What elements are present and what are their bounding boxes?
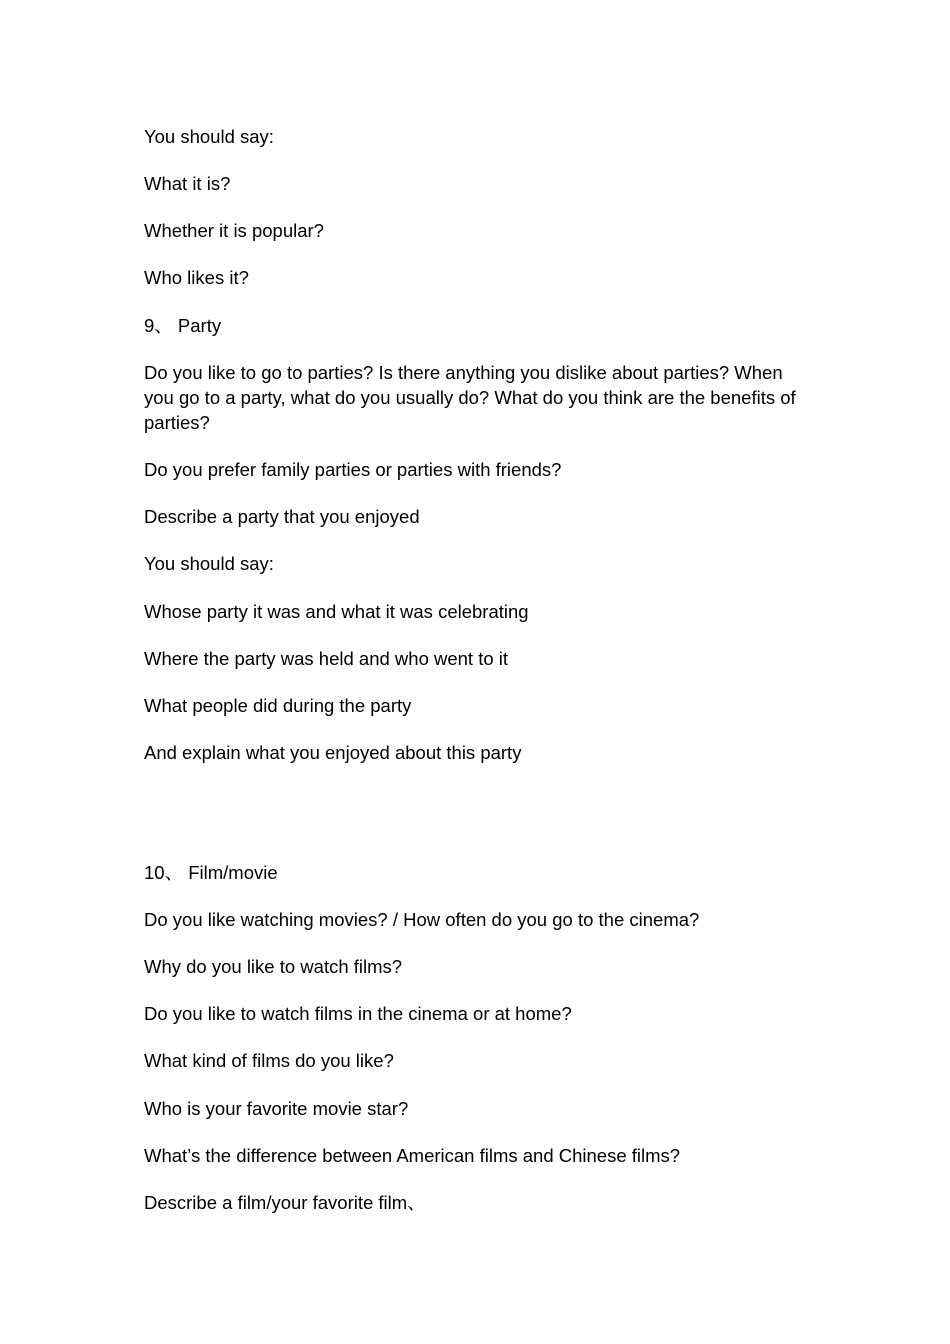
section-heading-film-movie: 10、 Film/movie xyxy=(144,862,278,883)
paragraph-describe-party: Describe a party that you enjoyed xyxy=(144,506,420,527)
paragraph-favorite-star: Who is your favorite movie star? xyxy=(144,1098,409,1119)
paragraph-kind-of-films: What kind of films do you like? xyxy=(144,1050,394,1071)
paragraph-why-watch-films: Why do you like to watch films? xyxy=(144,956,403,977)
paragraph-watching-movies: Do you like watching movies? / How often do you go to the cinema? xyxy=(144,909,700,930)
paragraph-american-vs-chinese: What’s the difference between American films and Chinese films? xyxy=(144,1145,681,1166)
paragraph-what-people-did: What people did during the party xyxy=(144,695,412,716)
paragraph-you-should-say-2: You should say: xyxy=(144,553,274,574)
paragraph-what-it-is: What it is? xyxy=(144,173,231,194)
paragraph-where-party-held: Where the party was held and who went to it xyxy=(144,648,509,669)
paragraph-whether-popular: Whether it is popular? xyxy=(144,220,324,241)
paragraph-whose-party: Whose party it was and what it was celebrating xyxy=(144,601,529,622)
paragraph-explain-enjoyed: And explain what you enjoyed about this party xyxy=(144,742,522,763)
paragraph-who-likes-it: Who likes it? xyxy=(144,267,249,288)
paragraph-cinema-or-home: Do you like to watch films in the cinema or at home? xyxy=(144,1003,572,1024)
paragraph-you-should-say: You should say: xyxy=(144,126,274,147)
paragraph-party-questions: Do you like to go to parties? Is there anything you dislike about parties? When you go to a party, what do you usually do? What do you think are the benefits of parties? xyxy=(144,362,796,433)
paragraph-family-or-friends: Do you prefer family parties or parties with friends? xyxy=(144,459,562,480)
section-heading-party: 9、 Party xyxy=(144,315,222,336)
paragraph-describe-film: Describe a film/your favorite film、 xyxy=(144,1192,426,1213)
